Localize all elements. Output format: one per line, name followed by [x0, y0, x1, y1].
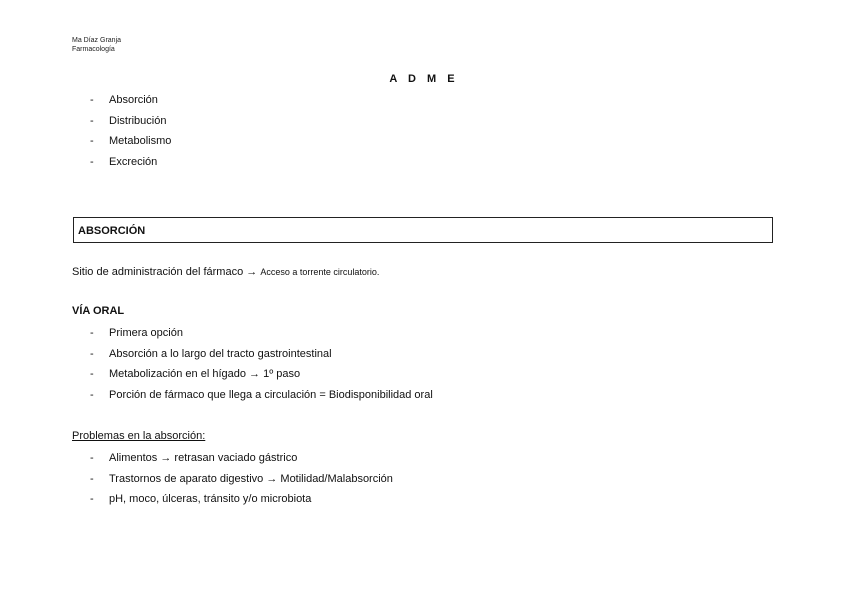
list-marker: -	[90, 347, 94, 360]
list-item-text: Distribución	[109, 114, 167, 127]
intro-main-text: Sitio de administración del fármaco →	[72, 266, 258, 278]
list-item-text: pH, moco, úlceras, tránsito y/o microbiota	[109, 493, 312, 506]
list-item	[90, 448, 393, 469]
list-item	[90, 152, 171, 173]
header-meta	[72, 36, 121, 54]
problemas-heading: Problemas en la absorción:	[72, 430, 206, 442]
list-marker: -	[90, 389, 94, 402]
subject-name: Farmacología	[72, 46, 115, 53]
list-item-text: Absorción	[109, 94, 158, 106]
list-marker: -	[90, 114, 94, 127]
via-oral-list	[90, 323, 433, 406]
adme-list	[90, 90, 171, 173]
list-item-text: Absorción a lo largo del tracto gastrointestinal	[109, 347, 332, 360]
section-heading-box	[73, 217, 773, 243]
intro-paragraph	[72, 266, 379, 278]
list-marker: -	[90, 472, 94, 485]
intro-secondary-text: Acceso a torrente circulatorio.	[260, 267, 380, 277]
list-marker: -	[90, 327, 94, 339]
list-item-text: Primera opción	[109, 327, 183, 339]
list-marker: -	[90, 368, 94, 381]
list-marker: -	[90, 452, 94, 464]
via-oral-heading: VÍA ORAL	[72, 305, 125, 317]
list-item-text: Metabolismo	[109, 135, 172, 148]
list-item-text: Porción de fármaco que llega a circulación = Biodisponibilidad oral	[109, 389, 433, 402]
section-heading: ABSORCIÓN	[78, 225, 146, 237]
list-item-text: Alimentos → retrasan vaciado gástrico	[109, 452, 298, 464]
list-item-text: Trastornos de aparato digestivo → Motilidad/Malabsorción	[109, 472, 393, 485]
list-item	[90, 323, 433, 344]
list-item-text: Excreción	[109, 156, 158, 169]
list-marker: -	[90, 493, 94, 506]
list-marker: -	[90, 156, 94, 169]
list-item	[90, 385, 433, 406]
list-item	[90, 111, 171, 132]
page-title: A D M E	[389, 73, 459, 85]
problemas-list	[90, 448, 393, 510]
list-item	[90, 131, 171, 152]
list-marker: -	[90, 135, 94, 148]
list-item	[90, 489, 393, 510]
list-item	[90, 469, 393, 490]
list-item	[90, 90, 171, 111]
list-marker: -	[90, 94, 94, 106]
list-item	[90, 344, 433, 365]
list-item-text: Metabolización en el hígado → 1º paso	[109, 368, 301, 381]
author-name: Ma Díaz Granja	[72, 37, 122, 44]
list-item	[90, 364, 433, 385]
